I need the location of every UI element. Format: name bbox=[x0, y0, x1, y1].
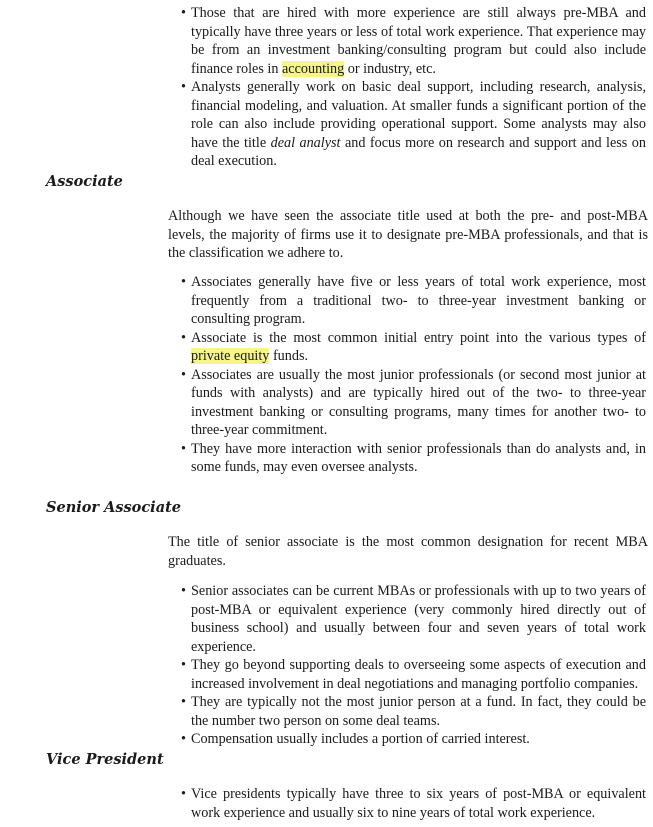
list-item: • They are typically not the most junior person at a fund. In fact, they could be the number two person on some deal teams. bbox=[180, 693, 646, 730]
analyst-bullet-list bbox=[180, 4, 646, 171]
senior-associate-intro: The title of senior associate is the most common designation for recent MBA graduates. bbox=[168, 534, 648, 569]
list-item: • Analysts generally work on basic deal support, including research, analysis, financial modeling, and valuation. At smaller funds a significant portion of the role can also include providing operational support. Some analysts may also have the title deal analyst and focus more on research and support and less on deal execution. bbox=[180, 78, 646, 171]
section-heading-vice-president: Vice President bbox=[46, 751, 164, 768]
italic-term: deal analyst bbox=[270, 134, 341, 151]
associate-intro: Although we have seen the associate title used at both the pre- and post-MBA levels, the majority of firms use it to designate pre-MBA professionals, and that is the classification we adhere to. bbox=[168, 208, 648, 261]
section-heading-associate: Associate bbox=[46, 173, 123, 190]
list-item: • Those that are hired with more experience are still always pre-MBA and typically have three years or less of total work experience. That experience may be from an investment banking/consulting program but could also include finance roles in accounting or industry, etc. bbox=[180, 4, 646, 78]
section-heading-senior-associate: Senior Associate bbox=[46, 499, 182, 516]
vice-president-bullet-list bbox=[180, 785, 646, 822]
highlighted-term: accounting bbox=[282, 60, 345, 77]
list-item: • They have more interaction with senior professionals than do analysts and, in some funds, may even oversee analysts. bbox=[180, 440, 646, 477]
list-item: • Associates generally have five or less years of total work experience, most frequently from a traditional two- to three-year investment banking or consulting program. bbox=[180, 273, 646, 329]
senior-associate-bullet-list bbox=[180, 582, 646, 749]
list-item: • They go beyond supporting deals to overseeing some aspects of execution and increased involvement in deal negotiations and managing portfolio companies. bbox=[180, 656, 646, 693]
list-item: • Senior associates can be current MBAs or professionals with up to two years of post-MBA or equivalent experience (very commonly hired directly out of business school) and usually between four and seven years of total work experience. bbox=[180, 582, 646, 656]
list-item: • Vice presidents typically have three to six years of post-MBA or equivalent work experience and usually six to nine years of total work experience. bbox=[180, 785, 646, 822]
associate-bullet-list bbox=[180, 273, 646, 477]
list-item: • Associate is the most common initial entry point into the various types of private equity funds. bbox=[180, 329, 646, 366]
list-item: • Associates are usually the most junior professionals (or second most junior at funds with analysts) and are typically hired out of the two- to three-year investment banking or consulting programs, many times for another two- to three-year commitment. bbox=[180, 366, 646, 440]
list-item: • Compensation usually includes a portion of carried interest. bbox=[180, 730, 646, 749]
highlighted-term: private equity bbox=[191, 348, 270, 364]
